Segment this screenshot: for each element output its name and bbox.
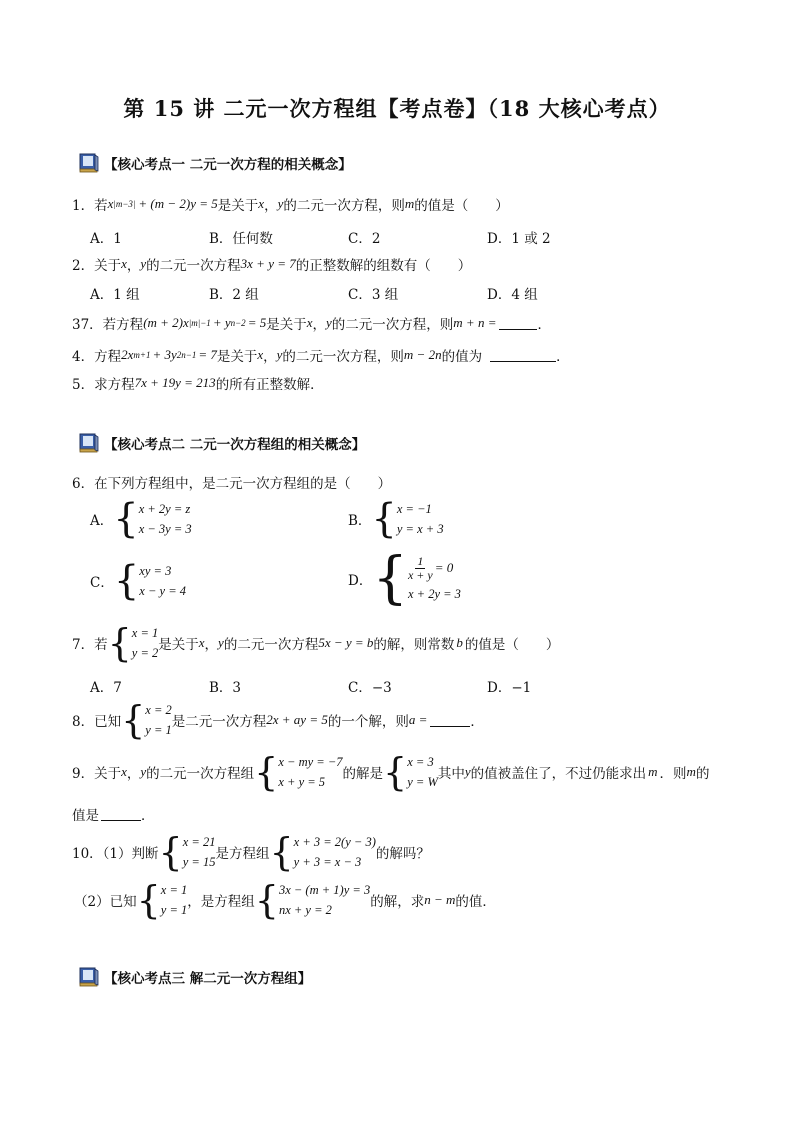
question-5: 5．求方程 7x + 19y = 213 的所有正整数解． <box>72 375 324 393</box>
question-1: 1．若 x |m−3| + (m − 2)y = 5 是关于 x ， y 的二元一次方程，则 m 的值是（ ） <box>72 196 509 214</box>
option-b[interactable]: B．任何数 <box>209 231 273 247</box>
book-icon <box>78 152 100 174</box>
section-heading-2 <box>78 429 365 457</box>
section-heading-3 <box>78 963 311 991</box>
section-label: 【核心考点一 二元一次方程的相关概念】 <box>104 157 352 173</box>
option-c[interactable]: C．2 <box>348 231 381 247</box>
option-b[interactable]: B．3 <box>209 680 242 696</box>
book-icon <box>78 432 100 454</box>
option-d[interactable]: D．−1 <box>487 680 532 696</box>
question-2: 2．关于 x ， y 的二元一次方程 3x + y = 7 的正整数解的组数有（ ） <box>72 256 472 274</box>
answer-blank[interactable] <box>490 349 556 362</box>
answer-blank[interactable] <box>499 317 537 330</box>
option-c[interactable]: C． { xy = 3 x − y = 4 <box>90 558 187 604</box>
option-d[interactable]: D．4 组 <box>487 287 538 303</box>
question-9: 9．关于 x ， y 的二元一次方程组 { x − my = −7 x + y = 5 的解是 { x = 3 y = W 其中 y 的值被盖住了，不过仍能求出 m ．则 m 的 <box>72 750 710 794</box>
section-heading-1 <box>78 149 352 177</box>
option-a[interactable]: A．7 <box>90 680 122 696</box>
section-label: 【核心考点二 二元一次方程组的相关概念】 <box>104 437 366 453</box>
option-a[interactable]: A．1 <box>90 231 122 247</box>
page-title: 第 15 讲 二元一次方程组【考点卷】（18 大核心考点） <box>123 96 671 121</box>
question-8: 8．已知 { x = 2 y = 1 是二元一次方程 2x + ay = 5 的一个解，则 a = ． <box>72 698 484 742</box>
question-6: 6．在下列方程组中，是二元一次方程组的是（ ） <box>72 476 392 492</box>
question-4: 4．方程 2x m+1 + 3y 2n−1 = 7 是关于 x ， y 的二元一次方程，则 m − 2n 的值为 ． <box>72 347 570 365</box>
option-c[interactable]: C．3 组 <box>348 287 399 303</box>
answer-blank[interactable] <box>430 714 470 727</box>
question-10-part-2: （2）已知 { x = 1 y = 1 ，是方程组 { 3x − (m + 1)y = 3 nx + y = 2 的解，求 n − m 的值． <box>74 878 496 922</box>
question-9-continued: 值是 ． <box>72 808 155 824</box>
option-c[interactable]: C．−3 <box>348 680 392 696</box>
option-a[interactable]: A． { x + 2y = z x − 3y = 3 <box>90 496 192 542</box>
option-d[interactable]: D． { $\frac{1}{x + y}$ = 0 x + 2y = 3 <box>348 546 461 611</box>
answer-blank[interactable] <box>101 808 141 821</box>
option-b[interactable]: B． { x = −1 y = x + 3 <box>348 496 444 542</box>
question-7: 7．若 { x = 1 y = 2 是关于 x ， y 的二元一次方程 5x − y = b 的解，则常数 b 的值是（ ） <box>72 621 560 665</box>
option-b[interactable]: B．2 组 <box>209 287 259 303</box>
question-3: 37．若方程 (m + 2)x |m|−1 + y n−2 = 5 是关于 x ， y 的二元一次方程，则 m + n = ． <box>72 315 551 333</box>
option-d[interactable]: D．1 或 2 <box>487 231 551 247</box>
option-a[interactable]: A．1 组 <box>90 287 140 303</box>
book-icon <box>78 966 100 988</box>
question-10-part-1: 10．（1）判断 { x = 21 y = 15 是方程组 { x + 3 = 2(y − 3) y + 3 = x − 3 的解吗？ <box>72 830 430 874</box>
section-label: 【核心考点三 解二元一次方程组】 <box>104 971 312 987</box>
